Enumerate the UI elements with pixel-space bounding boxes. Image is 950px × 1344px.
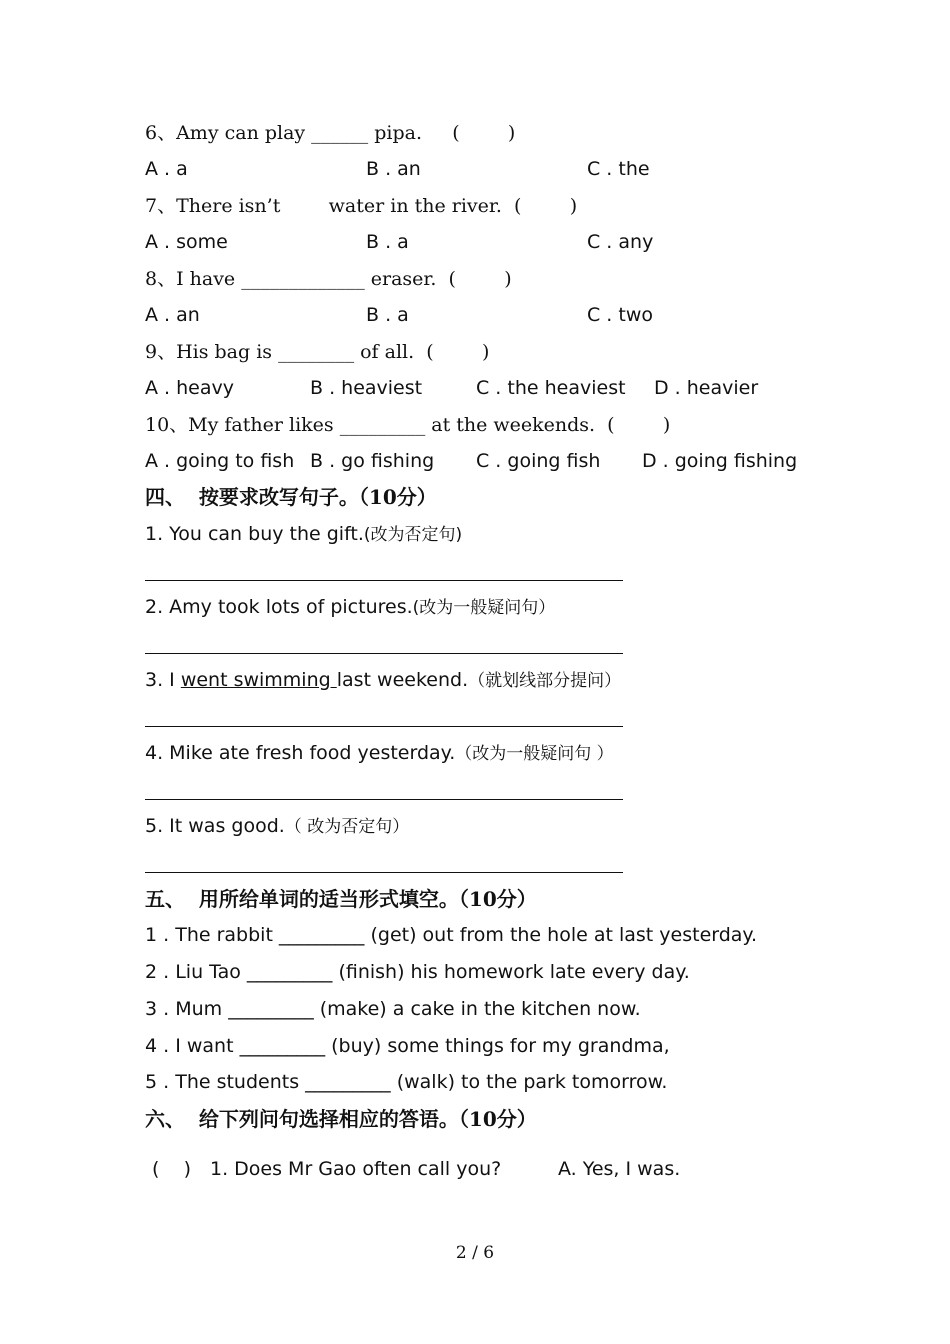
section-6-title: 六、 给下列问句选择相应的答语。（10分） — [145, 1107, 537, 1131]
question-10-option-a: A . going to fish — [145, 450, 295, 472]
question-10-option-d: D . going fishing — [642, 450, 798, 472]
question-8-option-b: B . a — [366, 304, 409, 326]
fill-item-1: 1 . The rabbit _________ (get) out from the hole at last yesterday. — [145, 924, 758, 946]
answer-line-3 — [145, 726, 623, 727]
rewrite-item-4 — [145, 741, 614, 766]
question-10-stem: 10、My father likes _________ at the weekends. ( ) — [145, 414, 671, 436]
question-9-option-c: C . the heaviest — [476, 377, 626, 399]
rewrite-item-3-text-end: last weekend. — [336, 669, 469, 691]
question-6-stem: 6、Amy can play ______ pipa. ( ) — [145, 122, 516, 144]
answer-line-5 — [145, 872, 623, 873]
rewrite-item-4-note: （改为一般疑问句 ） — [455, 744, 614, 764]
rewrite-item-4-text: 4. Mike ate fresh food yesterday. — [145, 742, 456, 764]
question-8-option-c: C . two — [587, 304, 653, 326]
question-10-option-c: C . going fish — [476, 450, 601, 472]
question-7-option-a: A . some — [145, 231, 228, 253]
rewrite-item-5-note: （ 改为否定句） — [284, 817, 410, 837]
rewrite-item-3-underlined: went swimming — [180, 669, 337, 691]
question-10-option-b: B . go fishing — [310, 450, 435, 472]
page-number: 2 / 6 — [455, 1243, 495, 1263]
rewrite-item-5-text: 5. It was good. — [145, 815, 285, 837]
question-8-stem: 8、I have _____________ eraser. ( ) — [145, 268, 512, 290]
fill-item-2: 2 . Liu Tao _________ (finish) his homework late every day. — [145, 961, 690, 983]
match-item-1-bracket: ( ) — [152, 1158, 191, 1180]
answer-line-1 — [145, 580, 623, 581]
question-9-option-a: A . heavy — [145, 377, 234, 399]
question-7-option-b: B . a — [366, 231, 409, 253]
question-9-option-b: B . heaviest — [310, 377, 423, 399]
rewrite-item-1-note: (改为否定句) — [363, 525, 463, 545]
question-8-option-a: A . an — [145, 304, 200, 326]
rewrite-item-1 — [145, 522, 462, 547]
question-6-option-a: A . a — [145, 158, 188, 180]
rewrite-item-1-text: 1. You can buy the gift. — [145, 523, 364, 545]
match-item-1-answer: A. Yes, I was. — [558, 1158, 681, 1180]
fill-item-3: 3 . Mum _________ (make) a cake in the kitchen now. — [145, 998, 641, 1020]
rewrite-item-2 — [145, 595, 555, 620]
answer-line-4 — [145, 799, 623, 800]
question-9-option-d: D . heavier — [654, 377, 759, 399]
question-7-stem: 7、There isn’t water in the river. ( ) — [145, 195, 578, 217]
rewrite-item-3 — [145, 668, 621, 693]
match-item-1-question: 1. Does Mr Gao often call you? — [210, 1158, 502, 1180]
rewrite-item-2-note: (改为一般疑问句） — [412, 598, 556, 618]
rewrite-item-5 — [145, 814, 409, 839]
fill-item-4: 4 . I want _________ (buy) some things for my grandma, — [145, 1035, 670, 1057]
rewrite-item-3-text: 3. I — [145, 669, 181, 691]
rewrite-item-2-text: 2. Amy took lots of pictures. — [145, 596, 413, 618]
question-9-stem: 9、His bag is ________ of all. ( ) — [145, 341, 490, 363]
section-5-title: 五、 用所给单词的适当形式填空。（10分） — [145, 887, 537, 911]
answer-line-2 — [145, 653, 623, 654]
question-6-option-c: C . the — [587, 158, 650, 180]
rewrite-item-3-note: （就划线部分提问） — [468, 671, 622, 691]
fill-item-5: 5 . The students _________ (walk) to the park tomorrow. — [145, 1071, 668, 1093]
question-7-option-c: C . any — [587, 231, 654, 253]
section-4-title: 四、 按要求改写句子。（10分） — [145, 485, 437, 509]
question-6-option-b: B . an — [366, 158, 421, 180]
